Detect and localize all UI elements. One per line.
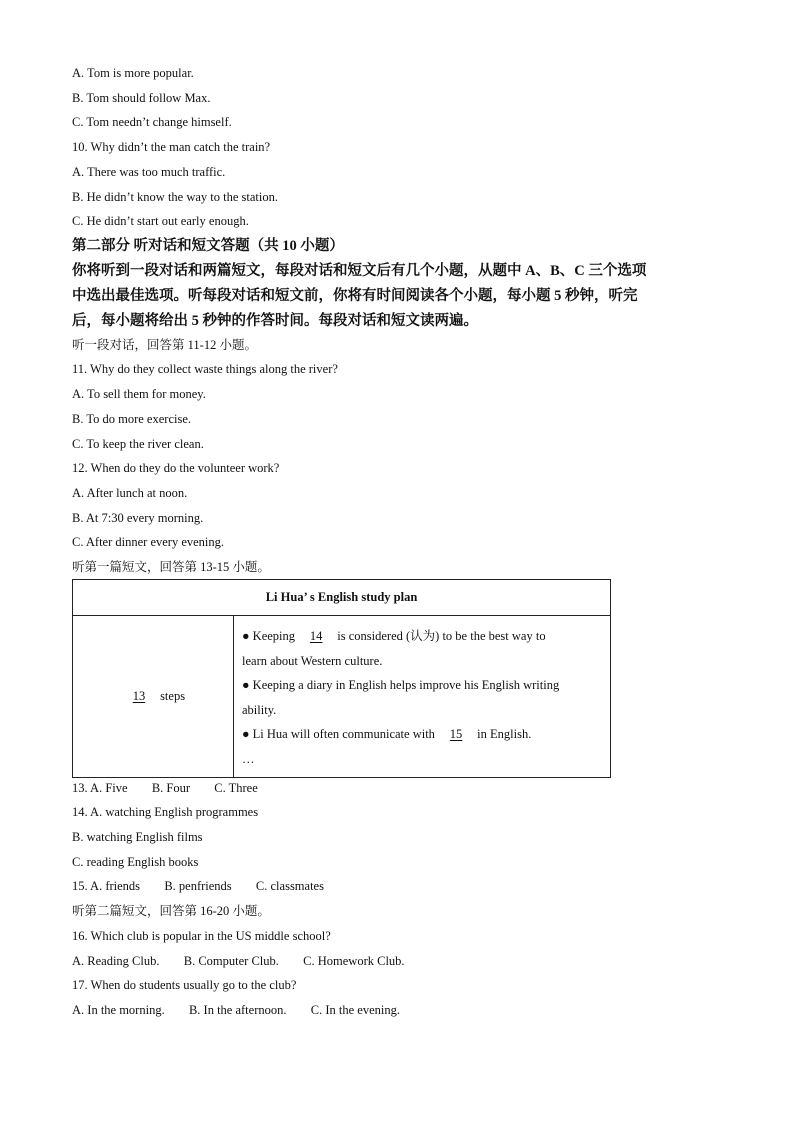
q10-option-a: A. There was too much traffic. [72,165,226,179]
plan-details-cell [234,616,611,778]
steps-cell [73,616,234,778]
ability-line: ability. [242,702,277,717]
q9-option-c: C. Tom needn’t change himself. [72,115,232,129]
part2-instructions-line2: 中选出最佳选项。听每段对话和短文前，你将有时间阅读各个小题，每小题 5 秒钟，听完 [72,288,638,304]
q11-option-a: A. To sell them for money. [72,387,206,401]
study-plan-title: Li Hua’ s English study plan [73,580,611,616]
q11-option-b: B. To do more exercise. [72,412,192,426]
q13-option-b: B. Four [151,781,191,795]
keeping-prefix: ● Keeping [242,629,296,643]
q14-option-c: C. reading English books [72,855,199,869]
q13-line [72,780,258,796]
keeping-suffix: is considered (认为) to be the best way to [337,629,546,643]
q9-option-a: A. Tom is more popular. [72,66,194,80]
study-plan-table [72,579,611,778]
part2-instructions-line3: 后，每小题将给出 5 秒钟的作答时间。每段对话和短文读两遍。 [72,313,478,329]
q12-option-a: A. After lunch at noon. [72,486,188,500]
blank-13[interactable]: 13 [132,689,146,703]
q11-question: 11. Why do they collect waste things along the river? [72,362,338,376]
q13-option-c: C. Three [214,781,258,795]
q17-option-c: C. In the evening. [310,1003,400,1017]
keeping-line [242,624,598,649]
diary-line: ● Keeping a diary in English helps improve his English writing [242,678,560,692]
q13-option-a: 13. A. Five [72,781,128,795]
blank-15[interactable]: 15 [449,727,463,741]
ellipsis-line: … [242,751,255,766]
q14-option-a: 14. A. watching English programmes [72,805,259,819]
communicate-suffix: in English. [477,727,532,741]
q16-options [72,953,405,969]
part2-heading: 第二部分 听对话和短文答题（共 10 小题） [72,238,344,254]
passage1-intro: 听第一篇短文，回答第 13-15 小题。 [72,560,270,574]
passage2-intro: 听第二篇短文，回答第 16-20 小题。 [72,904,270,918]
q12-option-c: C. After dinner every evening. [72,535,225,549]
q17-option-a: A. In the morning. [72,1003,165,1017]
q16-option-b: B. Computer Club. [183,954,279,968]
steps-label: steps [160,689,186,703]
q15-line [72,878,324,894]
q15-option-a: 15. A. friends [72,879,141,893]
q17-options [72,1002,400,1018]
q16-question: 16. Which club is popular in the US middle school? [72,929,331,943]
q9-option-b: B. Tom should follow Max. [72,91,211,105]
q17-question: 17. When do students usually go to the club? [72,978,297,992]
q15-option-b: B. penfriends [164,879,232,893]
communicate-prefix: ● Li Hua will often communicate with [242,727,435,741]
q15-option-c: C. classmates [255,879,324,893]
q11-option-c: C. To keep the river clean. [72,437,204,451]
q12-option-b: B. At 7:30 every morning. [72,511,204,525]
q16-option-c: C. Homework Club. [303,954,405,968]
q10-option-b: B. He didn’t know the way to the station. [72,190,278,204]
part2-instructions-line1: 你将听到一段对话和两篇短文，每段对话和短文后有几个小题，从题中 A、B、C 三个选项 [72,263,647,279]
culture-line: learn about Western culture. [242,653,383,668]
q16-option-a: A. Reading Club. [72,954,160,968]
q12-question: 12. When do they do the volunteer work? [72,461,280,475]
q14-option-b: B. watching English films [72,830,203,844]
communicate-line [242,722,598,747]
blank-14[interactable]: 14 [309,629,323,643]
q10-option-c: C. He didn’t start out early enough. [72,214,249,228]
q17-option-b: B. In the afternoon. [188,1003,287,1017]
dialogue-intro: 听一段对话，回答第 11-12 小题。 [72,338,257,352]
q10-question: 10. Why didn’t the man catch the train? [72,140,271,154]
